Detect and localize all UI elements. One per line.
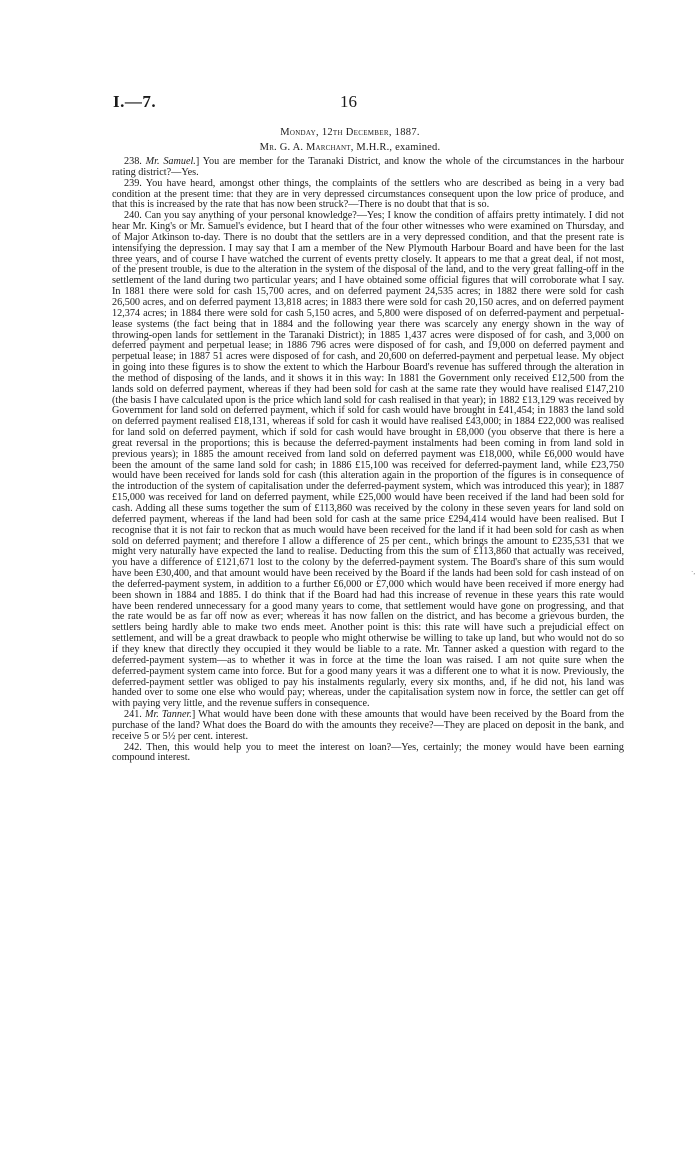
speaker-name: Mr. Samuel. [145,156,196,167]
question-number: 240. [124,210,142,222]
evidence-paragraph [112,743,624,765]
question-number: 241. [124,709,142,721]
paragraph-text: Can you say anything of your personal knowledge?—Yes; I know the condition of affairs pretty intimately. I did not hear Mr. King's or Mr. Samuel's evidence, but I heard that of the four other witnesses who were examined on Thursday, and of Major Atkinson to-day. There is no doubt that the settlers are in a very depressed condition, and that the present rate is intensifying the depression. I may say that I am a member of the New Plymouth Harbour Board and have been for the last three years, and of course I have watched the current of events pretty closely. It appears to me that a great deal, if not most, of the present trouble, is due to the alteration in the system of the disposal of the land, and to the very great falling-off in the settlement of the land during two particular years; and I have obtained some official figures that will corroborate what I say. In 1881 there were sold for cash 15,700 acres, and on deferred payment 24,535 acres; in 1882 there were sold for cash 26,500 acres, and on deferred payment 13,818 acres; in 1883 there were sold for cash 20,150 acres, and on deferred payment 12,374 acres; in 1884 there were sold for cash 5,150 acres, and 5,800 were disposed of on deferred-payment and perpetual-lease systems (the fact being that in 1884 and the following year there was scarcely any energy shown in the way of throwing-open lands for settlement in the Taranaki District); in 1885 1,437 acres were disposed of for cash, and 3,000 on deferred payment and perpetual lease; in 1886 796 acres were disposed of for cash, and 19,000 on deferred payment and perpetual lease; in 1887 51 acres were disposed of for cash, and 20,600 on deferred-payment and perpetual lease. My object in going into these figures is to show the extent to which the Harbour Board's revenue has suffered through the alteration in the method of disposing of the lands, and it shows it in this way: In 1881 the Government only received £12,500 from the lands sold on deferred payment, whereas if they had been sold for cash at the same rate they would have realised £147,210 (the basis I have calculated upon is the price which land sold for cash realised in that year); in 1882 £13,129 was received by Government for land sold on deferred payment, which if sold for cash would have brought in £41,454; in 1883 the land sold on deferred payment realised £18,131, whereas if sold for cash it would have realised £43,000; in 1884 £22,000 was realised for land sold on deferred payment, which if sold for cash would have brought in £8,000 (you observe that there is here a great reversal in the proportions; this is because the deferred-payment instalments had been coming in from land sold in previous years); in 1885 the amount received from land sold on deferred payment was £18,000, while £6,000 would have been the amount of the same land sold for cash; in 1886 £15,100 was received for deferred-payment land, while £23,750 would have been received for lands sold for cash (this alteration again in the proportion of the figures is in consequence of the introduction of the system of capitalisation under the deferred-payment system, which was introduced this year); in 1887 £15,000 was received for land on deferred payment, while £25,000 would have been received if the land had been sold for cash. Adding all these sums together the sum of £113,860 was received by the colony in these seven years for land sold on deferred payment, whereas if the land had been sold for cash at the same price £294,414 would have been realised. But I recognise that it is not fair to reckon that as much would have been received for the land if it had been sold for cash as when sold on deferred payment; and therefore I allow a difference of 25 per cent., which brings the amount to £235,531 that we might very naturally have expected the land to realise. Deducting from this the sum of £113,860 that actually was received, you have a difference of £121,671 lost to the colony by the deferred-payment system. The Board's share of this sum would have been £30,400, and that amount would have been received by the Board if the lands had been sold for cash instead of on the deferred-payment system, in addition to a further £6,000 or £7,000 which would have been received if more energy had been shown in 1884 and 1885. I do think that if the Board had had this increase of revenue in these years this rate would have been rendered unnecessary for a good many years to come, that settlement would have gone on progressing, and that the rate would be as far off now as ever; whereas it has now fallen on the district, and has become a grievous burden, the settlers being hardly able to make two ends meet. Another point is this: this rate will have such a prejudicial effect on settlement, and will be a great drawback to people who might otherwise be willing to take up land, but who would not do so if they knew that directly they occupied it they would be liable to a rate. Mr. Tanner asked a question with regard to the deferred-payment system—as to whether it was in force at the time the loan was raised. I am not quite sure when the deferred-payment system came into force. But for a good many years it was a different one to what it is now. Previously, the deferred-payment settler was obliged to pay his instalments regularly, every six months, and, if he did not, his land was handed over to some one else who would pay; whereas, under the capitalisation system now in force, the settler can get off with paying very little, and the revenue suffers in consequence. [112,210,624,710]
sitting-date: Monday, 12th December, 1887. [280,127,420,138]
evidence-paragraph [112,211,624,710]
margin-mark: ·, [691,568,696,576]
evidence-paragraph: 241. Mr. Tanner.] What would have been done with these amounts that would have been received by the Board from the purchase of the land? What does the Board do with the amounts they receive?—They are placed on deposit in the bank, and receive 5 or 5½ per cent. interest. [112,709,625,742]
question-number: 239. [124,177,142,189]
paragraph-text: Then, this would help you to meet the interest on loan?—Yes, certainly; the money would have been earning compound interest. [112,741,624,764]
page-header [0,92,700,116]
evidence-paragraph [112,179,624,212]
page-number: 16 [340,92,357,111]
witness-name: Mr. G. A. Marchant, M.H.R., [259,142,393,153]
speaker-name: Mr. Tanner. [144,709,192,721]
question-number: 242. [124,741,142,753]
evidence-paragraph: 238. Mr. Samuel.] You are member for the Taranaki District, and know the whole of the circumstances in the harbour rating district?—Yes. [112,156,625,178]
paragraph-text: You are member for the Taranaki District, and know the whole of the circumstances in the harbour rating district?—Yes. [112,156,625,178]
witness-status: examined. [395,142,441,153]
parliamentary-paper-reference: I.—7. [113,92,157,111]
paragraph-text: What would have been done with these amounts that would have been received by the Board from the purchase of the land? What does the Board do with the amounts they receive?—They are placed on deposit in the bank, and receive 5 or 5½ per cent. interest. [112,709,625,742]
paragraph-text: You have heard, amongst other things, the complaints of the settlers who are described as being in a very bad condition at the present time: that they are in very depressed circumstances consequent upon the low price of produce, and that this is increased by the rate that has now been struck?—There is no doubt that that is so. [112,177,624,211]
evidence-body [112,157,624,764]
witness-heading [0,142,700,153]
question-number: 238. [124,156,142,167]
